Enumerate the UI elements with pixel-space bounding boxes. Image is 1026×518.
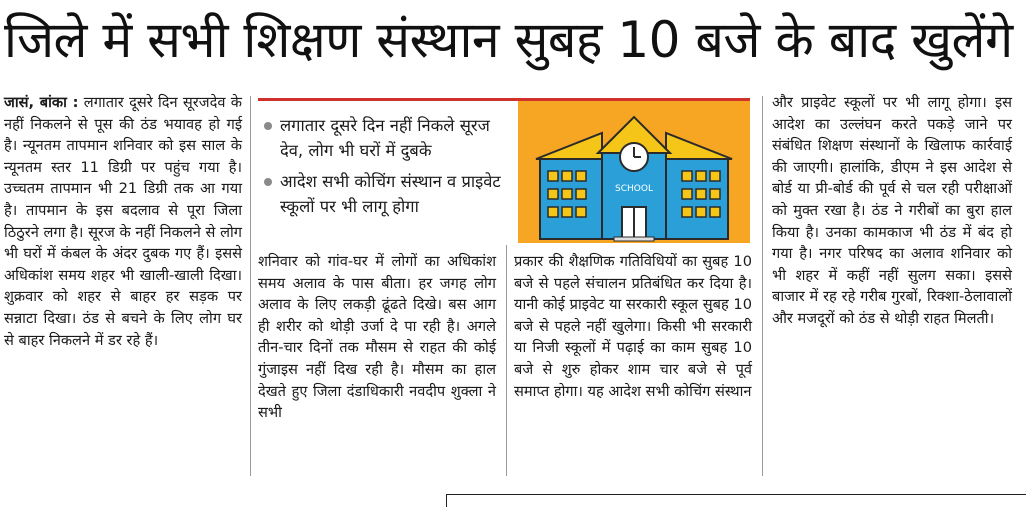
school-building-icon	[518, 101, 750, 243]
column-divider	[506, 245, 507, 476]
article-column-3	[514, 251, 752, 402]
dateline: जासं, बांका :	[4, 94, 79, 111]
column-1-text: लगातार दूसरे दिन सूरजदेव के नहीं निकलने से पूस की ठंड भयावह हो गई है। न्यूनतम तापमान शनिवार को इस साल के न्यूनतम स्तर 11 डिग्री पर पहुंच गया है। उच्चतम तापमान भी 21 डिग्री तक आ गया है। तापमान के इस बदलाव से पूरा जिला ठिठुरने लगा है। सूरज के नहीं निकलने से लोग भी घरों में कंबल के अंदर दुबक गए हैं। इससे अधिकांश समय शहर भी खाली-खाली दिखा। शुक्रवार को शहर से बाहर हर सड़क पर सन्नाटा दिखा। ठंड से बचने के लिए लोग घर से बाहर निकलने में डर रहे हैं।	[4, 94, 242, 349]
school-sign-text: SCHOOL	[615, 184, 653, 194]
article-headline: जिले में सभी शिक्षण संस्थान सुबह 10 बजे के बाद खुलेंगे	[4, 11, 1013, 69]
next-article-headline	[4, 478, 424, 518]
article-column-2	[258, 251, 496, 424]
column-4-text: और प्राइवेट स्कूलों पर भी लागू होगा। इस आदेश का उल्लंघन करते पकड़े जाने पर संबंधित शिक्षण संस्थानों के खिलाफ कार्रवाई की जाएगी। हालांकि, डीएम ने इस आदेश से बोर्ड या प्री-बोर्ड की पूर्व से चल रही परीक्षाओं को मुक्त रखा है। ठंड ने गरीबों का बुरा हाल किया है। उनका कामकाज भी ठंड में बंद हो गया है। नगर परिषद का अलाव शनिवार को भी शहर में कहीं नहीं सुलग सका। इससे बाजार में रह रहे गरीब गुरबों, रिक्शा-ठेलावालों और मजदूरों को ठंड से थोड़ी राहत मिलती।	[772, 94, 1012, 327]
next-article-border	[446, 494, 1026, 495]
next-article-border	[446, 494, 447, 507]
school-illustration	[518, 98, 750, 243]
bullet-icon	[264, 122, 272, 130]
bullet-icon	[264, 178, 272, 186]
column-2-text: शनिवार को गांव-घर में लोगों का अधिकांश समय अलाव के पास बीता। हर जगह लोग अलाव के लिए लकड़ी ढूंढते दिखे। बस आग ही शरीर को थोड़ी उर्जा दे पा रही है। अगले तीन-चार दिनों तक मौसम से राहत की कोई गुंजाइस नहीं दिख रही है। मौसम का हाल देखते हुए जिला दंडाधिकारी नवदीप शुक्ला ने सभी	[258, 253, 496, 422]
highlights-box	[258, 98, 518, 243]
column-divider	[762, 96, 763, 476]
article-column-1	[4, 92, 242, 351]
column-divider	[250, 96, 251, 476]
article-column-4	[772, 92, 1012, 330]
highlight-item: आदेश सभी कोचिंग संस्थान व प्राइवेट स्कूलों पर भी लागू होगा	[264, 169, 512, 219]
highlight-item: लगातार दूसरे दिन नहीं निकले सूरज देव, लोग भी घरों में दुबके	[264, 113, 512, 163]
column-3-text: प्रकार की शैक्षणिक गतिविधियों का सुबह 10 बजे से पहले संचालन प्रतिबंधित कर दिया है। यानी कोई प्राइवेट या सरकारी स्कूल सुबह 10 बजे से पहले नहीं खुलेगा। किसी भी सरकारी या निजी स्कूलों में पढ़ाई का काम सुबह 10 बजे से शुरु होकर शाम चार बजे से पूर्व समाप्त होगा। यह आदेश सभी कोचिंग संस्थान	[514, 253, 752, 400]
